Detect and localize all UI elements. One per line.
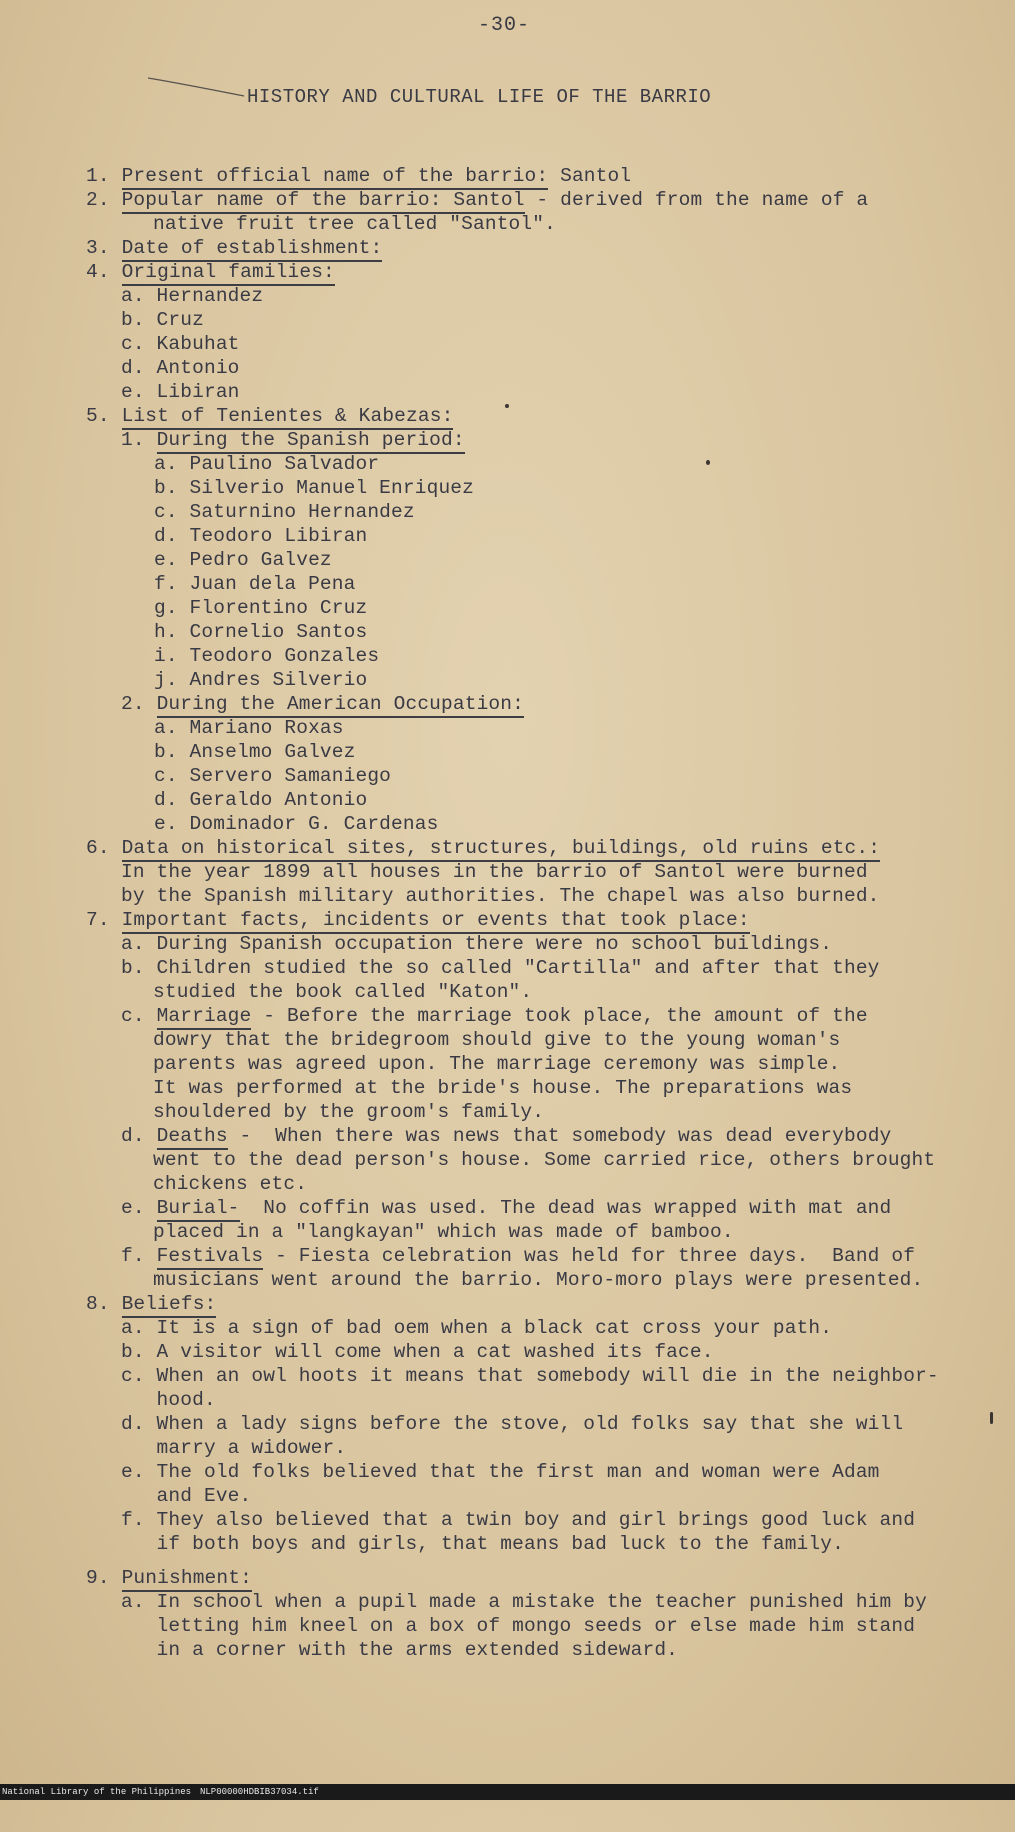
scan-footer bbox=[0, 1784, 1015, 1800]
fact-letter: c. bbox=[121, 1005, 157, 1027]
belief-line: hood. bbox=[121, 1389, 216, 1411]
fact-label: Burial- bbox=[157, 1197, 240, 1222]
item-6 bbox=[86, 836, 880, 860]
punishment-line: a. In school when a pupil made a mistake the teacher punished him by bbox=[121, 1591, 927, 1613]
teniente-entry: e. Pedro Galvez bbox=[154, 549, 332, 571]
item-2 bbox=[86, 188, 868, 212]
teniente-entry: j. Andres Silverio bbox=[154, 669, 368, 691]
item-number: 7. bbox=[86, 909, 110, 931]
family-entry: e. Libiran bbox=[121, 381, 240, 403]
page-title: HISTORY AND CULTURAL LIFE OF THE BARRIO bbox=[247, 86, 712, 108]
footer-filename: NLP00000HDBIB37034.tif bbox=[200, 1787, 319, 1797]
fact-label: Deaths bbox=[157, 1125, 228, 1150]
fact-d bbox=[121, 1124, 891, 1148]
fact-c-continuation: dowry that the bridegroom should give to the young woman's bbox=[153, 1029, 841, 1051]
paper-speck bbox=[706, 460, 710, 465]
item-8 bbox=[86, 1292, 216, 1316]
item-number: 2. bbox=[86, 189, 110, 211]
spanish-period-heading bbox=[121, 428, 465, 452]
subitem-label: During the American Occupation: bbox=[157, 693, 524, 718]
punishment-line: letting him kneel on a box of mongo seeds or else made him stand bbox=[121, 1615, 916, 1637]
fact-text: No coffin was used. The dead was wrapped with mat and bbox=[239, 1197, 892, 1219]
item-7 bbox=[86, 908, 750, 932]
family-entry: a. Hernandez bbox=[121, 285, 264, 307]
subitem-number: 1. bbox=[121, 429, 145, 451]
paper-speck bbox=[990, 1412, 993, 1424]
item-number: 5. bbox=[86, 405, 110, 427]
teniente-entry: c. Saturnino Hernandez bbox=[154, 501, 415, 523]
item-3 bbox=[86, 236, 382, 260]
item-5 bbox=[86, 404, 453, 428]
item-label: Present official name of the barrio: bbox=[122, 165, 549, 190]
item-label: Important facts, incidents or events that took place: bbox=[122, 909, 750, 934]
fact-text: - Before the marriage took place, the amount of the bbox=[251, 1005, 868, 1027]
belief-line: b. A visitor will come when a cat washed its face. bbox=[121, 1341, 714, 1363]
belief-line: if both boys and girls, that means bad luck to the family. bbox=[121, 1533, 844, 1555]
historical-text-line: In the year 1899 all houses in the barrio of Santol were burned bbox=[121, 861, 868, 883]
teniente-entry: h. Cornelio Santos bbox=[154, 621, 368, 643]
family-entry: b. Cruz bbox=[121, 309, 204, 331]
subitem-number: 2. bbox=[121, 693, 145, 715]
item-number: 3. bbox=[86, 237, 110, 259]
fact-letter: d. bbox=[121, 1125, 157, 1147]
fact-e-continuation: placed in a "langkayan" which was made of bamboo. bbox=[153, 1221, 734, 1243]
item-2-continuation: native fruit tree called "Santol". bbox=[153, 213, 556, 235]
historical-text-line: by the Spanish military authorities. The chapel was also burned. bbox=[121, 885, 880, 907]
pen-stroke-mark bbox=[148, 74, 248, 104]
fact-label: Festivals bbox=[157, 1245, 264, 1270]
item-1 bbox=[86, 164, 631, 188]
fact-c-continuation: It was performed at the bride's house. The preparations was bbox=[153, 1077, 853, 1099]
teniente-entry: d. Geraldo Antonio bbox=[154, 789, 368, 811]
item-number: 4. bbox=[86, 261, 110, 283]
american-period-heading bbox=[121, 692, 524, 716]
item-label: Original families: bbox=[122, 261, 335, 286]
belief-line: d. When a lady signs before the stove, old folks say that she will bbox=[121, 1413, 904, 1435]
fact-d-continuation: went to the dead person's house. Some carried rice, others brought bbox=[153, 1149, 936, 1171]
item-label: Data on historical sites, structures, buildings, old ruins etc.: bbox=[122, 837, 881, 862]
family-entry: c. Kabuhat bbox=[121, 333, 240, 355]
item-number: 8. bbox=[86, 1293, 110, 1315]
fact-f-continuation: musicians went around the barrio. Moro-moro plays were presented. bbox=[153, 1269, 924, 1291]
item-label: List of Tenientes & Kabezas: bbox=[122, 405, 454, 430]
fact-letter: e. bbox=[121, 1197, 157, 1219]
fact-b: b. Children studied the so called "Cartilla" and after that they bbox=[121, 957, 880, 979]
teniente-entry: f. Juan dela Pena bbox=[154, 573, 356, 595]
teniente-entry: c. Servero Samaniego bbox=[154, 765, 392, 787]
item-label: Date of establishment: bbox=[122, 237, 383, 262]
belief-line: and Eve. bbox=[121, 1485, 252, 1507]
fact-d-continuation: chickens etc. bbox=[153, 1173, 308, 1195]
item-value: - derived from the name of a bbox=[524, 189, 869, 211]
teniente-entry: a. Mariano Roxas bbox=[154, 717, 344, 739]
item-9 bbox=[86, 1566, 252, 1590]
fact-letter: f. bbox=[121, 1245, 157, 1267]
fact-c-continuation: parents was agreed upon. The marriage ceremony was simple. bbox=[153, 1053, 841, 1075]
fact-label: Marriage bbox=[157, 1005, 252, 1030]
fact-text: - When there was news that somebody was dead everybody bbox=[227, 1125, 892, 1147]
punishment-line: in a corner with the arms extended sideward. bbox=[121, 1639, 679, 1661]
teniente-entry: g. Florentino Cruz bbox=[154, 597, 368, 619]
item-number: 9. bbox=[86, 1567, 110, 1589]
belief-line: c. When an owl hoots it means that somebody will die in the neighbor- bbox=[121, 1365, 939, 1387]
item-number: 1. bbox=[86, 165, 110, 187]
item-value: Santol bbox=[548, 165, 632, 187]
teniente-entry: a. Paulino Salvador bbox=[154, 453, 380, 475]
subitem-label: During the Spanish period: bbox=[157, 429, 465, 454]
fact-e bbox=[121, 1196, 891, 1220]
paper-speck bbox=[505, 404, 509, 408]
family-entry: d. Antonio bbox=[121, 357, 240, 379]
belief-line: f. They also believed that a twin boy and girl brings good luck and bbox=[121, 1509, 916, 1531]
belief-line: e. The old folks believed that the first man and woman were Adam bbox=[121, 1461, 880, 1483]
teniente-entry: b. Anselmo Galvez bbox=[154, 741, 356, 763]
page-number: -30- bbox=[478, 14, 531, 37]
item-label: Popular name of the barrio: Santol bbox=[122, 189, 525, 214]
belief-line: a. It is a sign of bad oem when a black cat cross your path. bbox=[121, 1317, 833, 1339]
fact-c bbox=[121, 1004, 868, 1028]
teniente-entry: e. Dominador G. Cardenas bbox=[154, 813, 439, 835]
teniente-entry: b. Silverio Manuel Enriquez bbox=[154, 477, 475, 499]
fact-c-continuation: shouldered by the groom's family. bbox=[153, 1101, 545, 1123]
teniente-entry: d. Teodoro Libiran bbox=[154, 525, 368, 547]
fact-f bbox=[121, 1244, 915, 1268]
item-4 bbox=[86, 260, 335, 284]
footer-library: National Library of the Philippines bbox=[2, 1787, 192, 1797]
item-number: 6. bbox=[86, 837, 110, 859]
fact-a: a. During Spanish occupation there were no school buildings. bbox=[121, 933, 833, 955]
fact-text: - Fiesta celebration was held for three days. Band of bbox=[263, 1245, 916, 1267]
teniente-entry: i. Teodoro Gonzales bbox=[154, 645, 380, 667]
item-label: Punishment: bbox=[122, 1567, 252, 1592]
item-label: Beliefs: bbox=[122, 1293, 217, 1318]
fact-b-continuation: studied the book called "Katon". bbox=[153, 981, 533, 1003]
belief-line: marry a widower. bbox=[121, 1437, 347, 1459]
